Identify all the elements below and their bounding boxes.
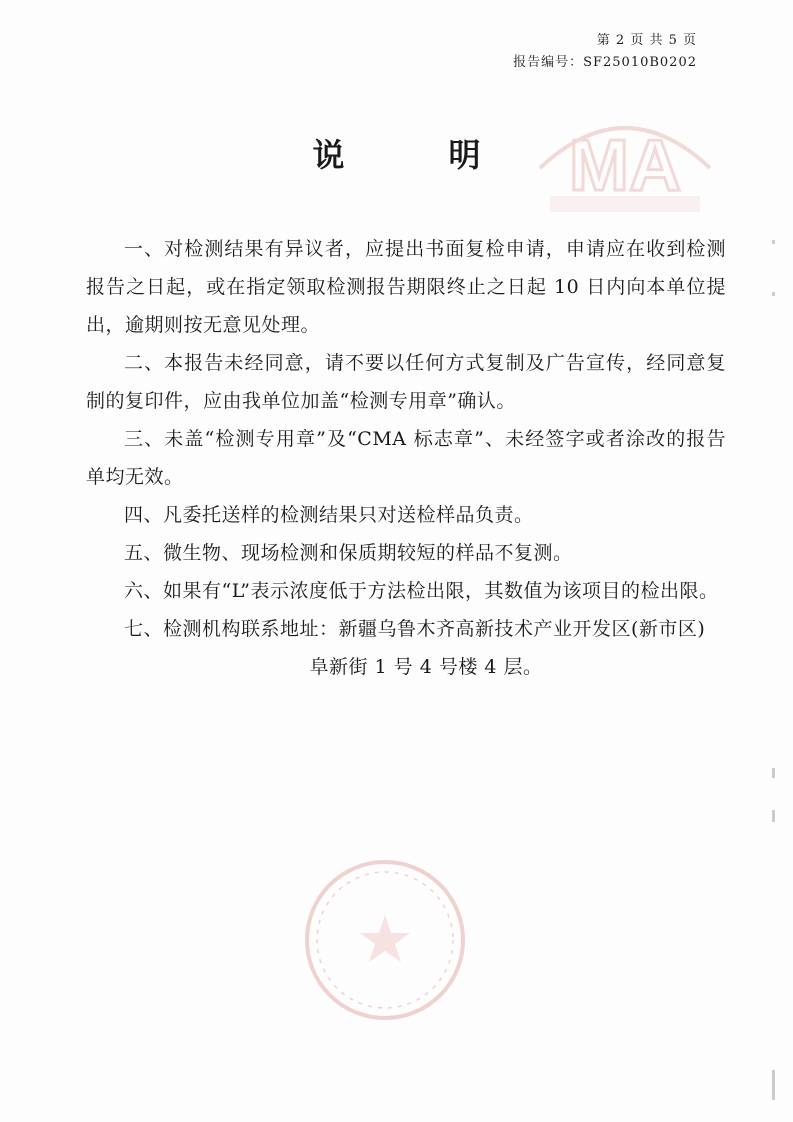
paragraph-6: 六、如果有“L”表示浓度低于方法检出限，其数值为该项目的检出限。 <box>124 580 719 602</box>
paragraph-4: 四、凡委托送样的检测结果只对送检样品负责。 <box>124 504 534 526</box>
paragraph-5: 五、微生物、现场检测和保质期较短的样品不复测。 <box>124 542 573 564</box>
page-title: 说 明 <box>312 136 517 174</box>
svg-text:MA: MA <box>569 126 681 206</box>
paragraph-2: 二、本报告未经同意，请不要以任何方式复制及广告宣传，经同意复制的复印件，应由我单位加盖“检测专用章”确认。 <box>86 352 726 412</box>
page-number: 第 2 页 共 5 页 <box>596 33 697 48</box>
round-seal-icon <box>300 855 470 1025</box>
address-line-2: 阜新街 1 号 4 号楼 4 层。 <box>309 656 543 678</box>
scan-mark <box>772 240 775 244</box>
scan-mark <box>772 1070 775 1100</box>
report-number: 报告编号：SF25010B0202 <box>513 55 697 70</box>
paragraph-7: 七、检测机构联系地址：新疆乌鲁木齐高新技术产业开发区(新市区) <box>124 618 706 640</box>
paragraph-1: 一、对检测结果有异议者，应提出书面复检申请，申请应在收到检测报告之日起，或在指定领取检测报告期限终止之日起 10 日内向本单位提出，逾期则按无意见处理。 <box>86 238 726 336</box>
paragraph-3: 三、未盖“检测专用章”及“CMA 标志章”、未经签字或者涂改的报告单均无效。 <box>86 428 726 488</box>
document-body <box>86 230 726 686</box>
scan-mark <box>772 292 775 296</box>
scan-mark <box>772 768 775 778</box>
page-header <box>513 30 697 74</box>
scan-mark <box>772 810 775 822</box>
